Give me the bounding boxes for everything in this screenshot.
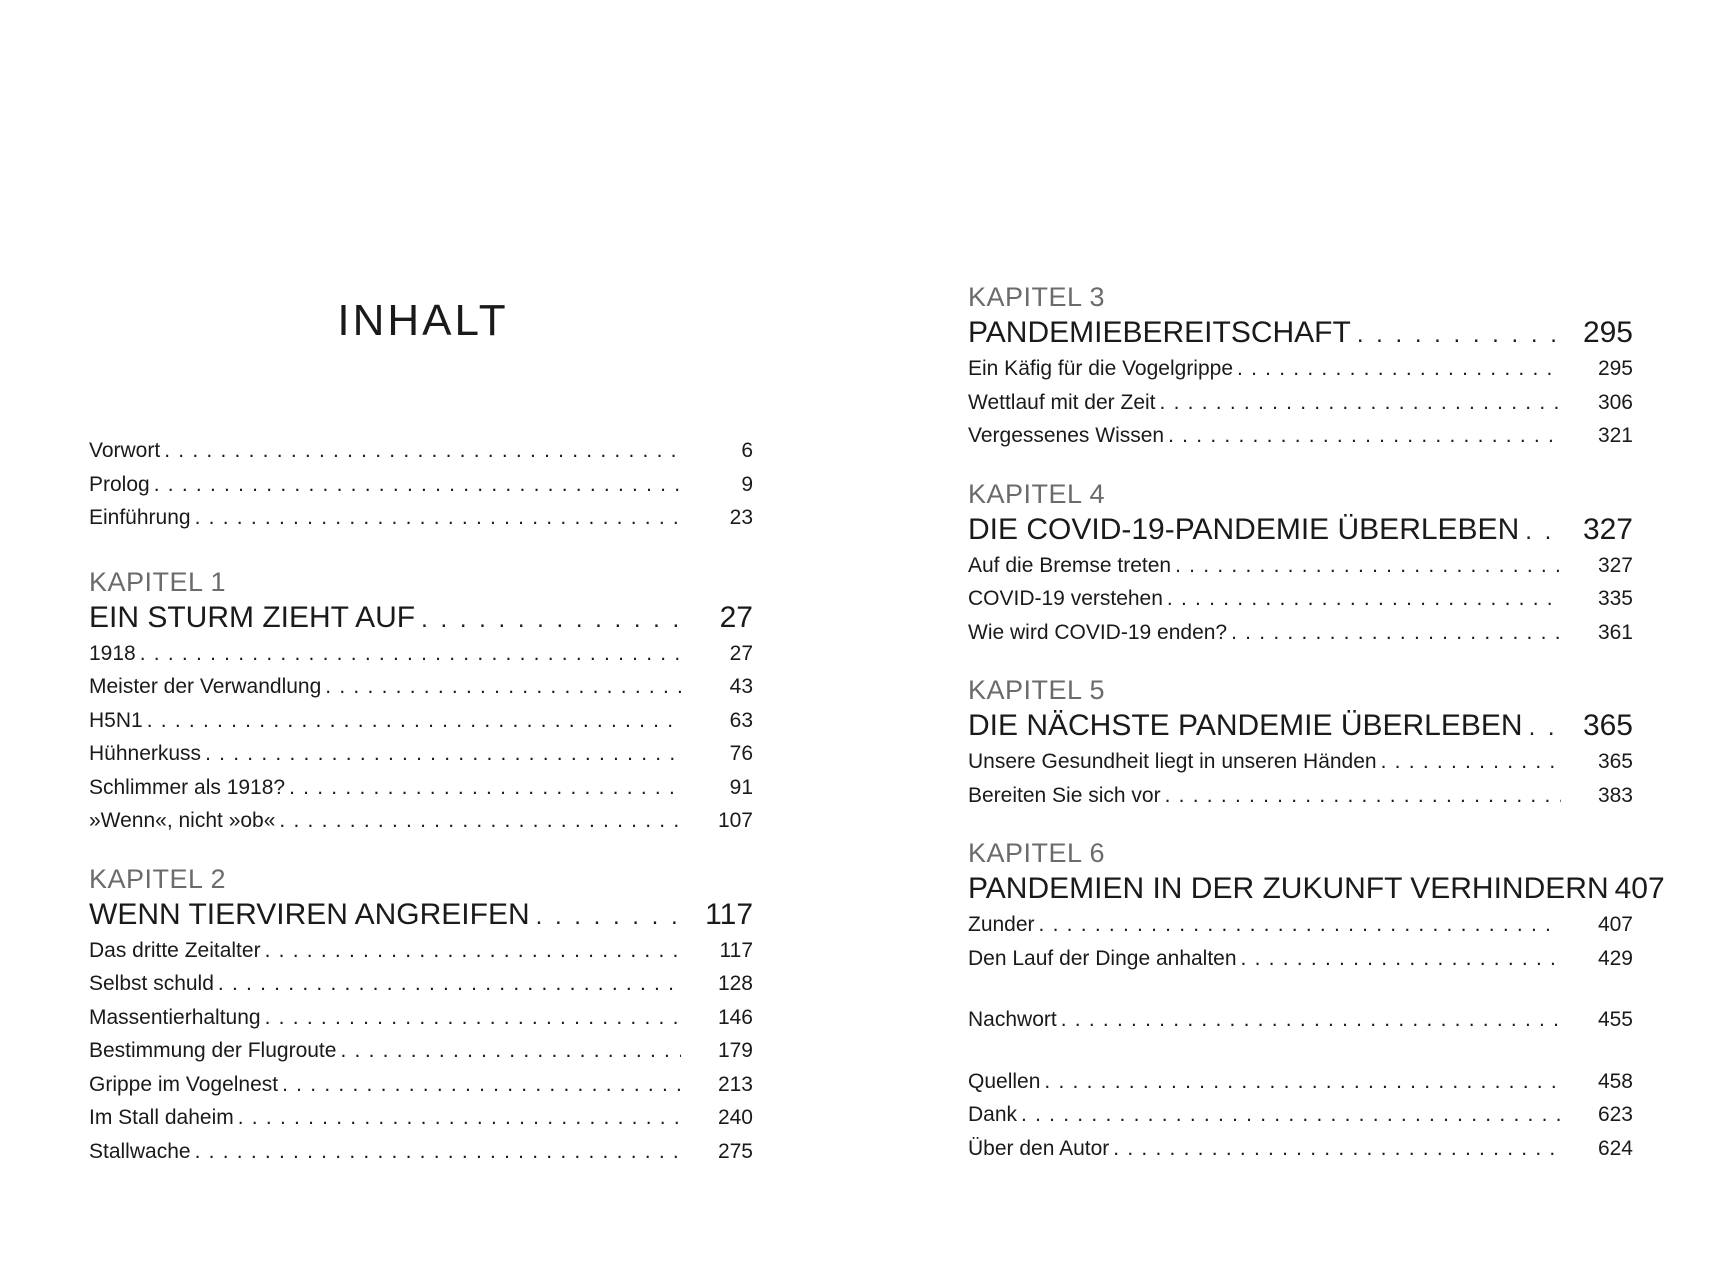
chapter-title-entry[interactable]: EIN STURM ZIEHT AUF . . . 27 — [89, 599, 753, 637]
toc-entry-einfuehrung[interactable]: Einführung . . . 23 — [89, 501, 753, 535]
toc-heading: INHALT — [337, 296, 509, 345]
leader-dots — [265, 934, 681, 968]
leader-dots — [1241, 942, 1561, 976]
toc-entry[interactable]: Auf die Bremse treten . . . 327 — [968, 549, 1633, 583]
chapter-6 — [968, 836, 1665, 975]
toc-entry[interactable]: Wettlauf mit der Zeit . . . 306 — [968, 386, 1633, 420]
toc-entry[interactable]: 1918 . . . 27 — [89, 637, 753, 671]
leader-dots — [536, 898, 681, 936]
chapter-title-entry[interactable]: PANDEMIEN IN DER ZUKUNFT VERHINDERN 407 — [968, 872, 1665, 905]
toc-entry[interactable]: Massentierhaltung . . . 146 — [89, 1001, 753, 1035]
chapter-5 — [968, 673, 1633, 812]
leader-dots — [1529, 709, 1561, 747]
leader-dots — [1381, 745, 1561, 779]
chapter-3 — [968, 280, 1633, 453]
leader-dots — [140, 637, 681, 671]
leader-dots — [238, 1101, 681, 1135]
leader-dots — [1160, 386, 1561, 420]
toc-entry[interactable]: Bestimmung der Flugroute . . . 179 — [89, 1034, 753, 1068]
leader-dots — [289, 771, 681, 805]
leader-dots — [279, 804, 681, 838]
toc-entry[interactable]: Schlimmer als 1918? . . . 91 — [89, 771, 753, 805]
leader-dots — [1021, 1098, 1561, 1132]
chapter-2 — [89, 862, 753, 1169]
leader-dots — [325, 670, 681, 704]
chapter-title-entry[interactable]: DIE NÄCHSTE PANDEMIE ÜBERLEBEN . . . 365 — [968, 707, 1633, 745]
toc-entry[interactable]: Das dritte Zeitalter . . . 117 — [89, 934, 753, 968]
spacer — [968, 975, 1633, 1003]
front-matter — [89, 434, 753, 535]
chapter-title-entry[interactable]: PANDEMIEBEREITSCHAFT . . . 295 — [968, 314, 1633, 352]
leader-dots — [1113, 1132, 1561, 1166]
toc-right-column — [968, 280, 1665, 1165]
toc-entry[interactable]: Ein Käfig für die Vogelgrippe . . . 295 — [968, 352, 1633, 386]
toc-entry-ueber-den-autor[interactable]: Über den Autor . . . 624 — [968, 1132, 1633, 1166]
toc-entry[interactable]: Vergessenes Wissen . . . 321 — [968, 419, 1633, 453]
toc-entry[interactable]: Stallwache . . . 275 — [89, 1135, 753, 1169]
toc-entry-quellen[interactable]: Quellen . . . 458 — [968, 1065, 1633, 1099]
leader-dots — [1039, 908, 1561, 942]
toc-entry-prolog[interactable]: Prolog . . . 9 — [89, 468, 753, 502]
leader-dots — [265, 1001, 681, 1035]
toc-entry[interactable]: »Wenn«, nicht »ob« . . . 107 — [89, 804, 753, 838]
leader-dots — [1168, 419, 1561, 453]
leader-dots — [421, 601, 681, 639]
chapter-label: KAPITEL 1 — [89, 566, 227, 597]
toc-left-column — [89, 434, 753, 1168]
leader-dots — [218, 967, 681, 1001]
toc-entry-dank[interactable]: Dank . . . 623 — [968, 1098, 1633, 1132]
leader-dots — [340, 1034, 681, 1068]
toc-entry-nachwort[interactable]: Nachwort . . . 455 — [968, 1003, 1633, 1037]
toc-entry[interactable]: Den Lauf der Dinge anhalten . . . 429 — [968, 942, 1633, 976]
leader-dots — [1061, 1003, 1561, 1037]
toc-entry-vorwort[interactable]: Vorwort . . . 6 — [89, 434, 753, 468]
leader-dots — [1167, 582, 1561, 616]
leader-dots — [147, 704, 681, 738]
leader-dots — [1357, 316, 1561, 354]
chapter-label: KAPITEL 3 — [968, 282, 1106, 312]
leader-dots — [205, 737, 681, 771]
chapter-label: KAPITEL 6 — [968, 838, 1106, 868]
leader-dots — [154, 468, 681, 502]
leader-dots — [1165, 779, 1561, 813]
toc-entry[interactable]: Hühnerkuss . . . 76 — [89, 737, 753, 771]
leader-dots — [1175, 549, 1561, 583]
spacer — [968, 1037, 1633, 1065]
leader-dots — [1044, 1065, 1561, 1099]
toc-entry[interactable]: Grippe im Vogelnest . . . 213 — [89, 1068, 753, 1102]
chapter-4 — [968, 477, 1633, 650]
toc-entry[interactable]: Meister der Verwandlung . . . 43 — [89, 670, 753, 704]
chapter-title-entry[interactable]: DIE COVID-19-PANDEMIE ÜBERLEBEN . . . 327 — [968, 511, 1633, 549]
chapter-label: KAPITEL 5 — [968, 675, 1106, 705]
leader-dots — [1237, 352, 1561, 386]
chapter-label: KAPITEL 2 — [89, 863, 227, 894]
toc-entry[interactable]: Selbst schuld . . . 128 — [89, 967, 753, 1001]
chapter-1 — [89, 565, 753, 838]
toc-entry[interactable]: Zunder . . . 407 — [968, 908, 1633, 942]
toc-entry[interactable]: Im Stall daheim . . . 240 — [89, 1101, 753, 1135]
toc-entry[interactable]: Bereiten Sie sich vor . . . 383 — [968, 779, 1633, 813]
chapter-title-entry[interactable]: WENN TIERVIREN ANGREIFEN . . . 117 — [89, 896, 753, 934]
toc-entry[interactable]: COVID-19 verstehen . . . 335 — [968, 582, 1633, 616]
toc-entry[interactable]: H5N1 . . . 63 — [89, 704, 753, 738]
toc-entry[interactable]: Unsere Gesundheit liegt in unseren Händen . . . 365 — [968, 745, 1633, 779]
leader-dots — [1525, 513, 1561, 551]
leader-dots — [195, 501, 681, 535]
toc-entry[interactable]: Wie wird COVID-19 enden? . . . 361 — [968, 616, 1633, 650]
leader-dots — [1231, 616, 1561, 650]
leader-dots — [164, 434, 681, 468]
chapter-label: KAPITEL 4 — [968, 478, 1106, 509]
leader-dots — [282, 1068, 681, 1102]
leader-dots — [195, 1135, 681, 1169]
